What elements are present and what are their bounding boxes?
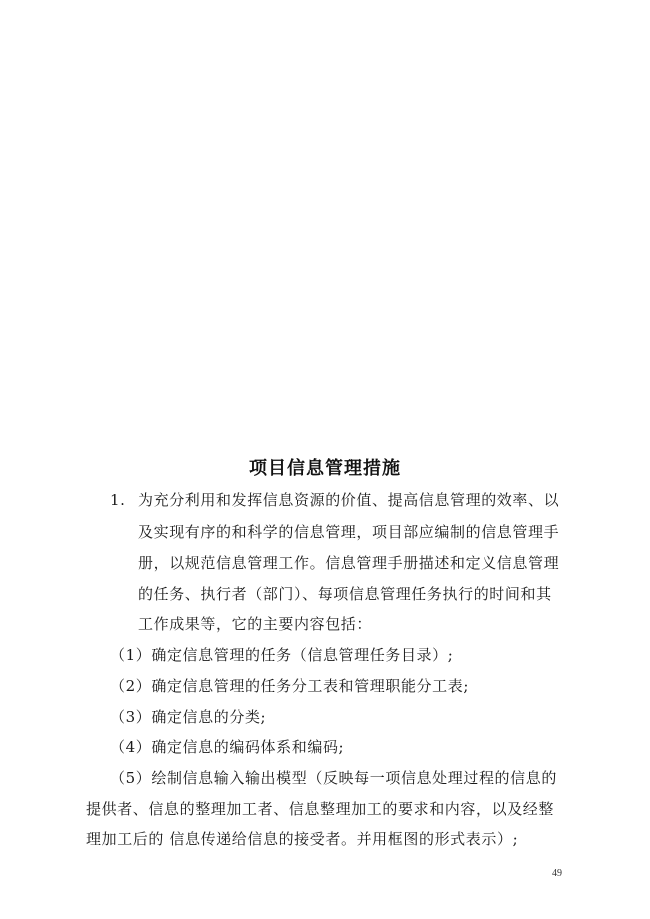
sub-item-3: （3）确定信息的分类; (110, 708, 267, 726)
item-1-line-5: 工作成果等，它的主要内容包括： (138, 615, 373, 633)
page-title: 项目信息管理措施 (249, 458, 401, 479)
sub-item-4: （4）确定信息的编码体系和编码; (110, 738, 345, 756)
sub-item-1: （1）确定信息管理的任务（信息管理任务目录）; (110, 646, 454, 664)
item-1-text-line-1: 为充分利用和发挥信息资源的价值、提高信息管理的效率、以 (138, 491, 560, 509)
page-number: 49 (552, 868, 562, 879)
item-1-line-4: 的任务、执行者（部门）、每项信息管理任务执行的时间和其 (138, 585, 552, 603)
sub-item-5-line-1: （5）绘制信息输入输出模型（反映每一项信息处理过程的信息的 (110, 769, 557, 787)
item-1-line-2: 及实现有序的和科学的信息管理，项目部应编制的信息管理手 (138, 523, 560, 541)
sub-item-5-line-3: 理加工后的 信息传递给信息的接受者。并用框图的形式表示）; (86, 830, 519, 848)
sub-item-2: （2）确定信息管理的任务分工表和管理职能分工表; (110, 677, 469, 695)
item-1-number: 1. (110, 491, 126, 509)
sub-item-5-line-2: 提供者、信息的整理加工者、信息整理加工的要求和内容，以及经整 (86, 800, 555, 818)
item-1-line-1 (110, 490, 559, 510)
item-1-line-3: 册，以规范信息管理工作。信息管理手册描述和定义信息管理 (138, 554, 560, 572)
